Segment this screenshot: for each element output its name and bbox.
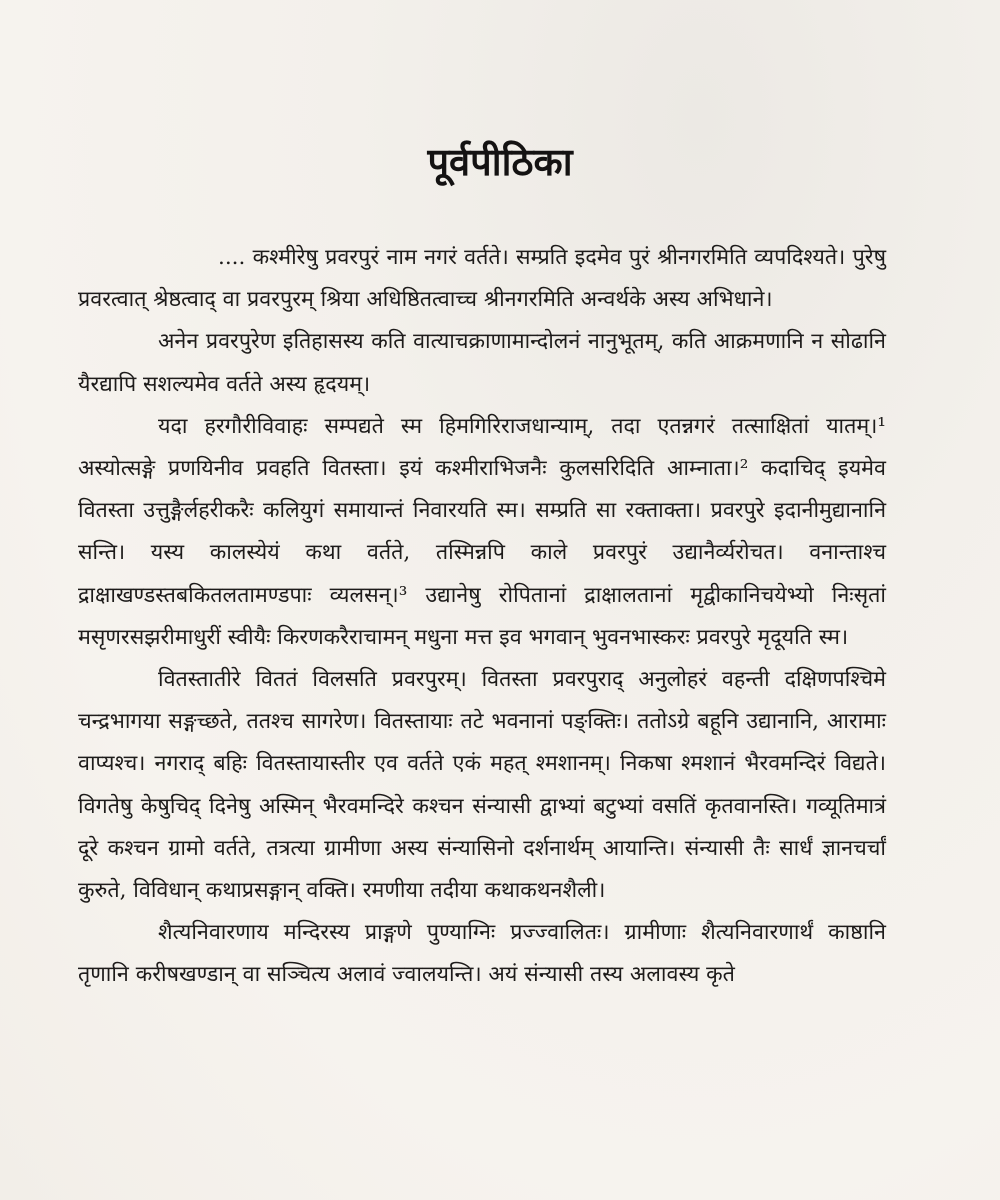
paragraph: .... कश्मीरेषु प्रवरपुरं नाम नगरं वर्तते। सम्प्रति इदमेव पुरं श्रीनगरमिति व्यपदिश्यते। पुरेषु प्रवरत्वात् श्रेष्ठत्वाद् वा प्रवरपुरम् श्रिया अधिष्ठितत्वाच्च श्रीनगरमिति अन्वर्थके अस्य अभिधाने।: [78, 245, 886, 313]
page-title: पूर्वपीठिका: [427, 139, 573, 184]
paragraph: यदा हरगौरीविवाहः सम्पद्यते स्म हिमगिरिराजधान्याम्, तदा एतन्नगरं तत्साक्षितां यातम्।¹ अस्योत्सङ्गे प्रणयिनीव प्रवहति वितस्ता। इयं कश्मीराभिजनैः कुलसरिदिति आम्नाता।² कदाचिद् इयमेव वितस्ता उत्तुङ्गैर्लहरीकरैः कलियुगं समायान्तं निवारयति स्म। सम्प्रति सा रक्ताक्ता। प्रवरपुरे इदानीमुद्यानानि सन्ति। यस्य कालस्येयं कथा वर्तते, तस्मिन्नपि काले प्रवरपुरं उद्यानैर्व्यरोचत। वनान्ताश्च द्राक्षाखण्डस्तबकितलतामण्डपाः व्यलसन्।³ उद्यानेषु रोपितानां द्राक्षालतानां मृद्वीकानिचयेभ्यो निःसृतां मसृणरसझरीमाधुरीं स्वीयैः किरणकरैराचामन् मधुना मत्त इव भगवान् भुवनभास्करः प्रवरपुरे मृदूयति स्म।: [78, 413, 886, 650]
paragraph: वितस्तातीरे विततं विलसति प्रवरपुरम्। वितस्ता प्रवरपुराद् अनुलोहरं वहन्ती दक्षिणपश्चिमे चन्द्रभागया सङ्गच्छते, ततश्च सागरेण। वितस्तायाः तटे भवनानां पङ्क्तिः। ततोऽग्रे बहूनि उद्यानानि, आरामाः वाप्यश्च। नगराद् बहिः वितस्तायास्तीर एव वर्तते एकं महत् श्मशानम्। निकषा श्मशानं भैरवमन्दिरं विद्यते। विगतेषु केषुचिद् दिनेषु अस्मिन् भैरवमन्दिरे कश्चन संन्यासी द्वाभ्यां बटुभ्यां वसतिं कृतवानस्ति। गव्यूतिमात्रं दूरे कश्चन ग्रामो वर्तते, तत्रत्या ग्रामीणा अस्य संन्यासिनो दर्शनार्थम् आयान्ति। संन्यासी तैः सार्धं ज्ञानचर्चां कुरुते, विविधान् कथाप्रसङ्गान् वक्ति। रमणीया तदीया कथाकथनशैली।: [78, 667, 886, 904]
paragraph: अनेन प्रवरपुरेण इतिहासस्य कति वात्याचक्राणामान्दोलनं नानुभूतम्, कति आक्रमणानि न सोढानि यैरद्यापि सशल्यमेव वर्तते अस्य हृदयम्।: [78, 329, 886, 397]
body-text: [78, 237, 886, 997]
paragraph: शैत्यनिवारणाय मन्दिरस्य प्राङ्गणे पुण्याग्निः प्रज्ज्वालितः। ग्रामीणाः शैत्यनिवारणार्थं काष्ठानि तृणानि करीषखण्डान् वा सञ्चित्य अलावं ज्वालयन्ति। अयं संन्यासी तस्य अलावस्य कृते: [78, 920, 886, 988]
